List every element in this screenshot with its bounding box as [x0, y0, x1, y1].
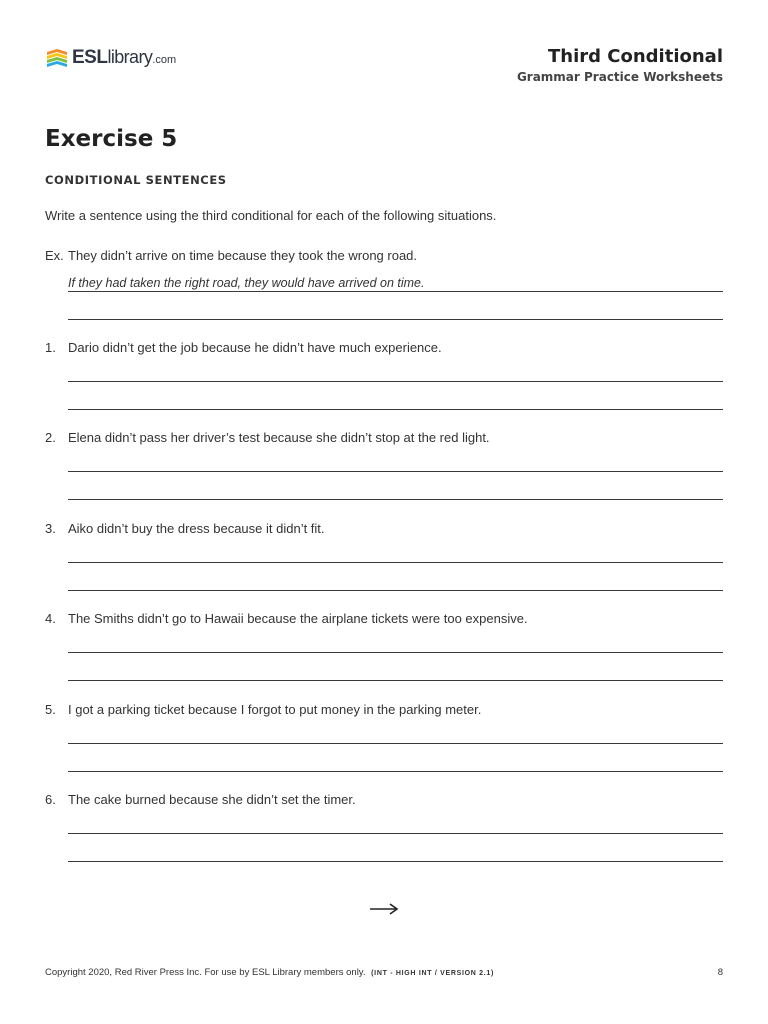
- logo-wordmark: [72, 47, 176, 69]
- worksheet-title: Third Conditional: [547, 46, 723, 67]
- answer-line-2[interactable]: [68, 861, 723, 862]
- item-prompt: [45, 701, 723, 718]
- copyright-text: Copyright 2020, Red River Press Inc. For use by ESL Library members only.: [45, 967, 366, 978]
- item-text: Aiko didn’t buy the dress because it didn’t fit.: [68, 521, 325, 536]
- book-logo-icon: [45, 46, 69, 70]
- item-prompt: [45, 429, 723, 446]
- exercise-item-2: [45, 429, 723, 446]
- example-item: [45, 247, 723, 290]
- logo-com-text: .com: [152, 54, 177, 66]
- item-number: 4.: [45, 611, 56, 626]
- footer-copyright-block: [45, 967, 494, 978]
- answer-line-2[interactable]: [68, 499, 723, 500]
- item-text: Dario didn’t get the job because he didn’t have much experience.: [68, 340, 442, 355]
- page-number: 8: [717, 967, 723, 978]
- answer-line: [68, 319, 723, 320]
- right-arrow-icon[interactable]: [369, 898, 399, 920]
- item-text: The Smiths didn’t go to Hawaii because the airplane tickets were too expensive.: [68, 611, 528, 626]
- item-prompt: [45, 610, 723, 627]
- item-text: The cake burned because she didn’t set the timer.: [68, 792, 356, 807]
- example-answer: If they had taken the right road, they would have arrived on time.: [68, 276, 425, 290]
- example-prompt-text: They didn’t arrive on time because they took the wrong road.: [68, 248, 418, 263]
- item-number: 2.: [45, 430, 56, 445]
- answer-line-1[interactable]: [68, 743, 723, 744]
- item-text: I got a parking ticket because I forgot to put money in the parking meter.: [68, 702, 482, 717]
- item-number: 6.: [45, 792, 56, 807]
- answer-line-2[interactable]: [68, 590, 723, 591]
- exercise-item-6: [45, 791, 723, 808]
- exercise-item-4: [45, 610, 723, 627]
- logo-library-text: library: [107, 47, 153, 67]
- item-number: 1.: [45, 340, 56, 355]
- exercise-item-3: [45, 520, 723, 537]
- esl-library-logo: [45, 44, 176, 72]
- example-prompt: [45, 247, 723, 264]
- item-number: 5.: [45, 702, 56, 717]
- answer-line-2[interactable]: [68, 680, 723, 681]
- exercise-item-5: [45, 701, 723, 718]
- answer-line-2[interactable]: [68, 771, 723, 772]
- answer-line-1[interactable]: [68, 562, 723, 563]
- answer-line-1[interactable]: [68, 381, 723, 382]
- exercise-title: Exercise 5: [45, 126, 178, 152]
- answer-line-1[interactable]: [68, 833, 723, 834]
- page-footer: [45, 967, 723, 978]
- exercise-item-1: [45, 339, 723, 356]
- item-number: 3.: [45, 521, 56, 536]
- worksheet-subtitle: Grammar Practice Worksheets: [516, 70, 723, 84]
- example-label: Ex.: [45, 248, 64, 263]
- answer-line-2[interactable]: [68, 409, 723, 410]
- instructions: Write a sentence using the third conditional for each of the following situations.: [45, 208, 497, 223]
- item-prompt: [45, 791, 723, 808]
- worksheet-header: [517, 46, 723, 85]
- answer-line-1[interactable]: [68, 652, 723, 653]
- section-label: CONDITIONAL SENTENCES: [45, 173, 227, 187]
- level-version-text: (INT - HIGH INT / VERSION 2.1): [371, 970, 495, 977]
- answer-line: [68, 291, 723, 292]
- item-prompt: [45, 339, 723, 356]
- answer-line-1[interactable]: [68, 471, 723, 472]
- item-prompt: [45, 520, 723, 537]
- item-text: Elena didn’t pass her driver’s test because she didn’t stop at the red light.: [68, 430, 490, 445]
- logo-esl-text: ESL: [72, 47, 108, 68]
